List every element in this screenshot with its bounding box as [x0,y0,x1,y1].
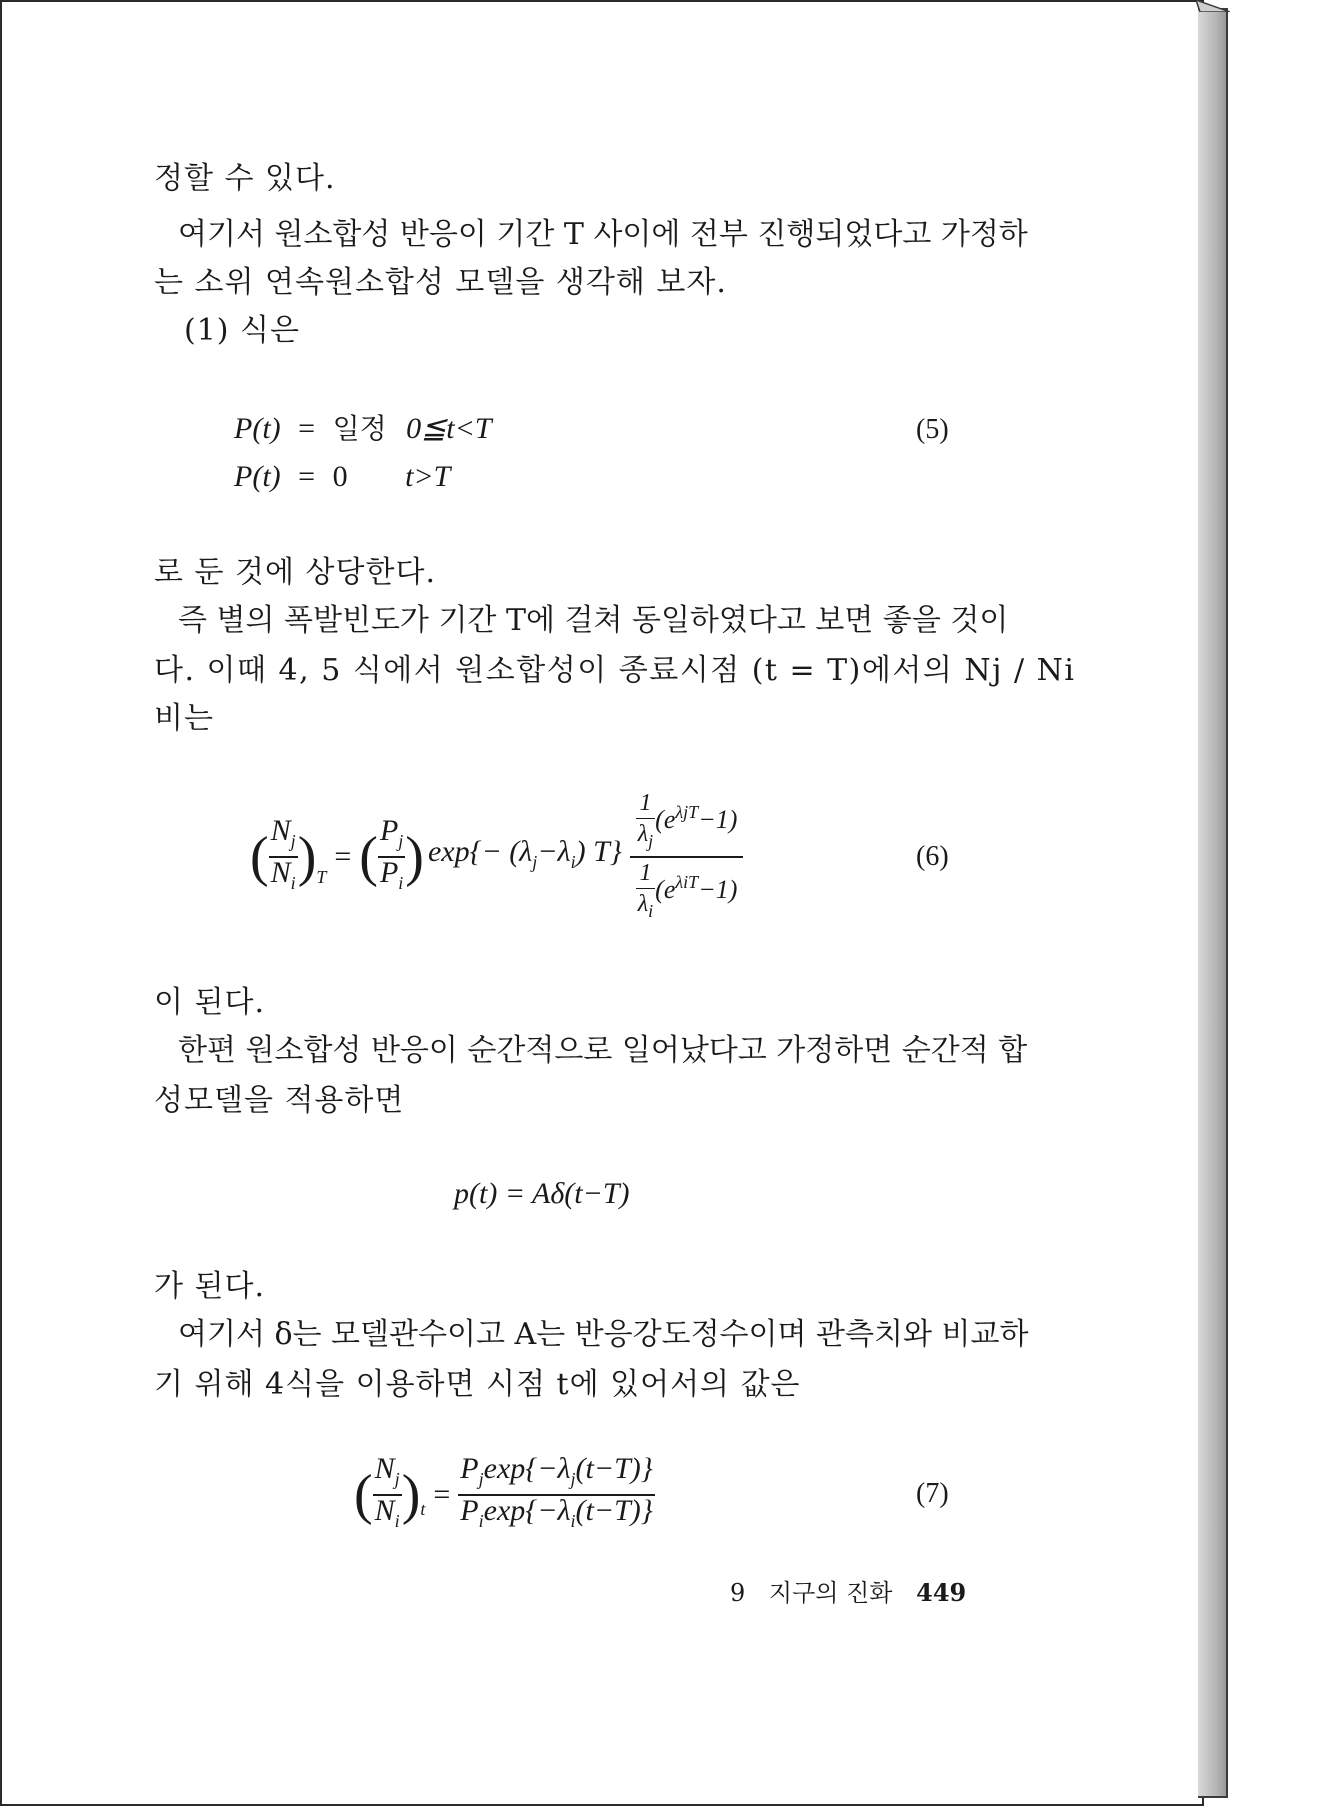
page-number: 449 [916,1578,967,1607]
eq6-p-fraction: $\frac{P_j}{P_i}$ [379,814,404,893]
paragraph-2-line-3: 비는 [154,701,214,736]
paragraph-4-line-2: 기 위해 4식을 이용하면 시점 t에 있어서의 값은 [154,1367,801,1402]
paragraph-3-line-1: 한편 원소합성 반응이 순간적으로 일어났다고 가정하면 순간적 합 [178,1033,1028,1068]
equation-6-number: (6) [916,841,949,872]
equation-6: ( $\frac{N_j}{N_i}$ ) $_T$ = ( $\frac{P_j}{P_i}$ ) $\exp\{- (\lambda_j-\lambda_i)$ T} $\frac{1}{\lambda_j}$ $(e^{\lambda jT}-1)$ $\frac{1}{\lambda_i}$ $(e^{\lambda iT}-1)$ [250,802,743,912]
eq6-ratio-fraction: $\frac{1}{\lambda_j}$ $(e^{\lambda jT}-1)$ $\frac{1}{\lambda_i}$ $(e^{\lambda iT}-1)$ [630,788,744,926]
paragraph-1-line-2: 는 소위 연속원소합성 모델을 생각해 보자. [154,265,727,300]
chapter-number: 9 [730,1579,746,1607]
equation-7: ( $\frac{N_j}{N_i}$ ) $_t$ = $\frac{P_j\exp\{-\lambda_j(t-T)\}}{P_i\exp\{-\lambda_i(t-T)\}}$ [354,1452,655,1538]
equation-5-row-2: P(t) = 0 t>T [234,460,451,493]
page-corner-fold [1196,0,1230,12]
paragraph-2-line-1: 즉 별의 폭발빈도가 기간 T에 걸쳐 동일하였다고 보면 좋을 것이 [178,603,1009,638]
equation-delta: p(t) = Aδ(t−T) [454,1177,630,1210]
after-delta-equation: 가 된다. [154,1269,266,1304]
page-footer [730,1580,966,1606]
paragraph-4-line-1: 여기서 δ는 모델관수이고 A는 반응강도정수이며 관측치와 비교하 [178,1317,1029,1352]
paragraph-1-line-1: 여기서 원소합성 반응이 기간 T 사이에 전부 진행되었다고 가정하 [178,217,1028,252]
eq7-lhs-fraction: $\frac{N_j}{N_i}$ [374,1452,400,1531]
after-equation-6: 이 된다. [154,985,266,1020]
page-stack-edge [1198,8,1228,1798]
paragraph-2-line-2: 다. 이때 4, 5 식에서 원소합성이 종료시점 (t = T)에서의 Nj / Ni [154,653,1076,688]
eq7-rhs-fraction: $\frac{P_j\exp\{-\lambda_j(t-T)\}}{P_i\exp\{-\lambda_i(t-T)\}}$ [460,1452,653,1531]
equation-intro: (1) 식은 [184,313,300,348]
chapter-title: 지구의 진화 [768,1579,893,1607]
paragraph-3-line-2: 성모델을 적용하면 [154,1083,405,1118]
equation-5-row-1: P(t) = 일정 0≦t<T [234,412,492,445]
equation-5-number: (5) [916,414,949,445]
equation-7-number: (7) [916,1478,949,1509]
after-equation-5: 로 둔 것에 상당한다. [154,555,436,590]
eq6-lhs-fraction: $\frac{N_j}{N_i}$ [270,814,296,893]
continued-line: 정할 수 있다. [154,161,336,196]
